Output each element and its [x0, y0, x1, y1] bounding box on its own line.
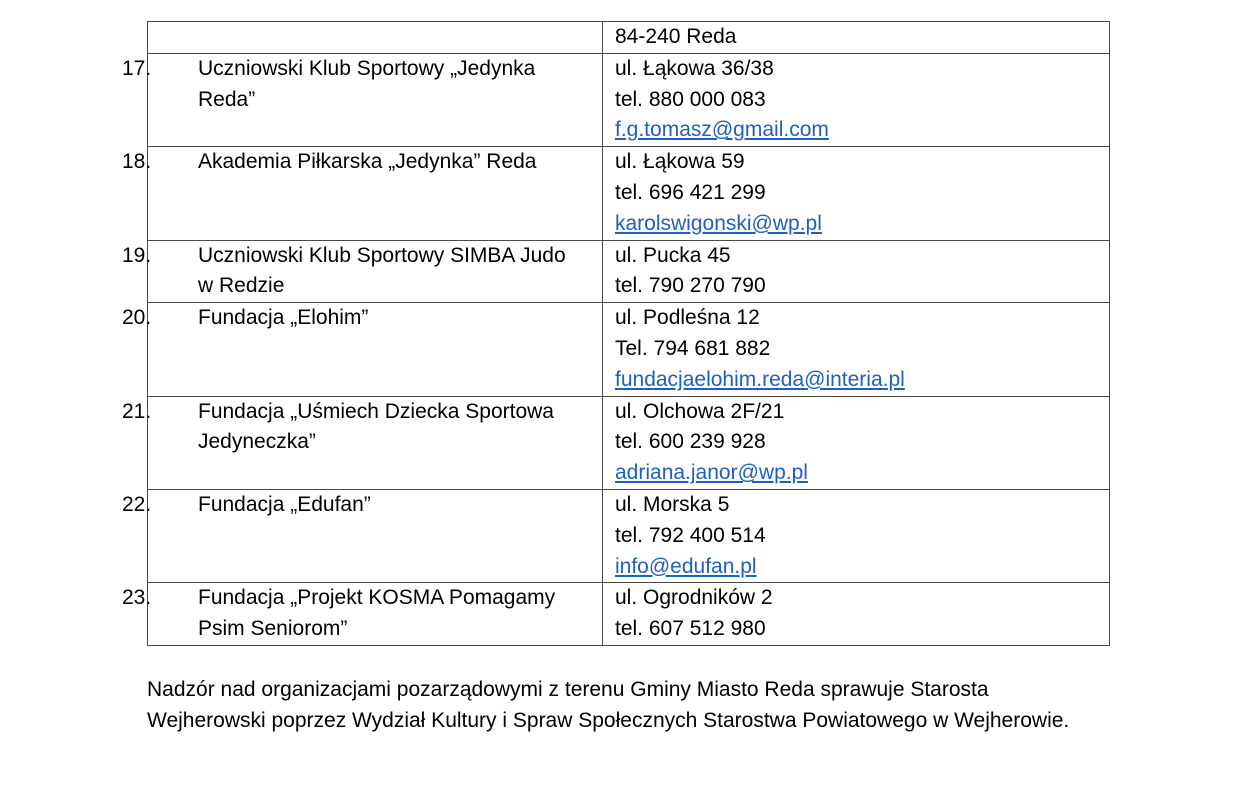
organization-contact-cell	[603, 396, 1110, 489]
phone-line: tel. 880 000 083	[615, 87, 766, 111]
supervision-note: Nadzór nad organizacjami pozarządowymi z terenu Gminy Miasto Reda sprawuje Starosta Wejherowski poprzez Wydział Kultury i Spraw Społecznych Starostwa Powiatowego w Wejherowie.	[147, 678, 1070, 732]
organization-contact-cell	[603, 489, 1110, 582]
organizations-table	[122, 21, 1110, 646]
organization-name	[122, 303, 596, 334]
organization-contact-cell	[603, 583, 1110, 646]
phone-line: tel. 792 400 514	[615, 523, 766, 547]
address-line: ul. Pucka 45	[615, 243, 731, 267]
organization-name-cell	[122, 583, 603, 646]
table-row	[148, 396, 1110, 489]
table-row	[148, 22, 1110, 54]
organization-contact-cell	[603, 303, 1110, 396]
email-line	[615, 552, 1103, 583]
row-number: 21.	[122, 399, 152, 423]
phone-line: tel. 696 421 299	[615, 180, 766, 204]
email-line	[615, 458, 1103, 489]
table-row	[148, 147, 1110, 240]
email-line	[615, 115, 1103, 146]
address-line: ul. Olchowa 2F/21	[615, 399, 785, 423]
organization-name-text: Fundacja „Uśmiech Dziecka Sportowa Jedyneczka”	[198, 399, 554, 454]
row-number: 17.	[122, 56, 152, 80]
address-line: ul. Podleśna 12	[615, 306, 760, 330]
organization-name-cell	[122, 489, 603, 582]
email-line	[615, 209, 1103, 240]
organization-name	[122, 583, 596, 645]
organization-contact-cell	[603, 53, 1110, 146]
row-number: 23.	[122, 586, 152, 610]
organization-name	[122, 54, 596, 116]
email-link[interactable]: karolswigonski@wp.pl	[615, 211, 822, 235]
organization-name-text: Uczniowski Klub Sportowy „Jedynka Reda”	[198, 56, 536, 111]
organizations-table-body	[122, 22, 1110, 646]
email-link[interactable]: info@edufan.pl	[615, 554, 757, 578]
table-row	[148, 240, 1110, 303]
organization-name	[122, 147, 596, 178]
phone-line: tel. 607 512 980	[615, 617, 766, 641]
organization-name-text: Fundacja „Edufan”	[198, 492, 371, 516]
table-row	[148, 583, 1110, 646]
address-line: 84-240 Reda	[615, 25, 737, 48]
email-link[interactable]: adriana.janor@wp.pl	[615, 461, 808, 485]
organization-name-cell	[122, 53, 603, 146]
organization-name-text: Fundacja „Elohim”	[198, 306, 369, 330]
organization-name	[122, 490, 596, 521]
row-number: 22.	[122, 492, 152, 516]
organization-contact-cell	[603, 147, 1110, 240]
email-link[interactable]: fundacjaelohim.reda@interia.pl	[615, 367, 905, 391]
row-number: 18.	[122, 150, 152, 174]
phone-line: Tel. 794 681 882	[615, 336, 771, 360]
organization-name-cell	[148, 22, 603, 54]
email-line	[615, 365, 1103, 396]
organization-name-text: Akademia Piłkarska „Jedynka” Reda	[198, 150, 537, 174]
row-number: 20.	[122, 306, 152, 330]
organization-contact-cell	[603, 240, 1110, 303]
organization-name-text: Fundacja „Projekt KOSMA Pomagamy Psim Seniorom”	[198, 586, 556, 641]
email-link[interactable]: f.g.tomasz@gmail.com	[615, 118, 829, 142]
organization-name	[122, 397, 596, 459]
address-line: ul. Łąkowa 59	[615, 150, 745, 174]
table-row	[148, 53, 1110, 146]
organization-name-cell	[122, 147, 603, 240]
organization-name	[122, 241, 596, 303]
address-line: ul. Łąkowa 36/38	[615, 56, 774, 80]
organization-name-text: Uczniowski Klub Sportowy SIMBA Judo w Redzie	[198, 243, 566, 298]
table-row	[148, 303, 1110, 396]
organization-name-cell	[122, 303, 603, 396]
organization-name-cell	[122, 240, 603, 303]
address-line: ul. Ogrodników 2	[615, 586, 773, 610]
phone-line: tel. 600 239 928	[615, 430, 766, 454]
organization-name-cell	[122, 396, 603, 489]
row-number: 19.	[122, 243, 152, 267]
organization-contact-cell	[603, 22, 1110, 54]
address-line: ul. Morska 5	[615, 492, 730, 516]
table-row	[148, 489, 1110, 582]
phone-line: tel. 790 270 790	[615, 274, 766, 298]
